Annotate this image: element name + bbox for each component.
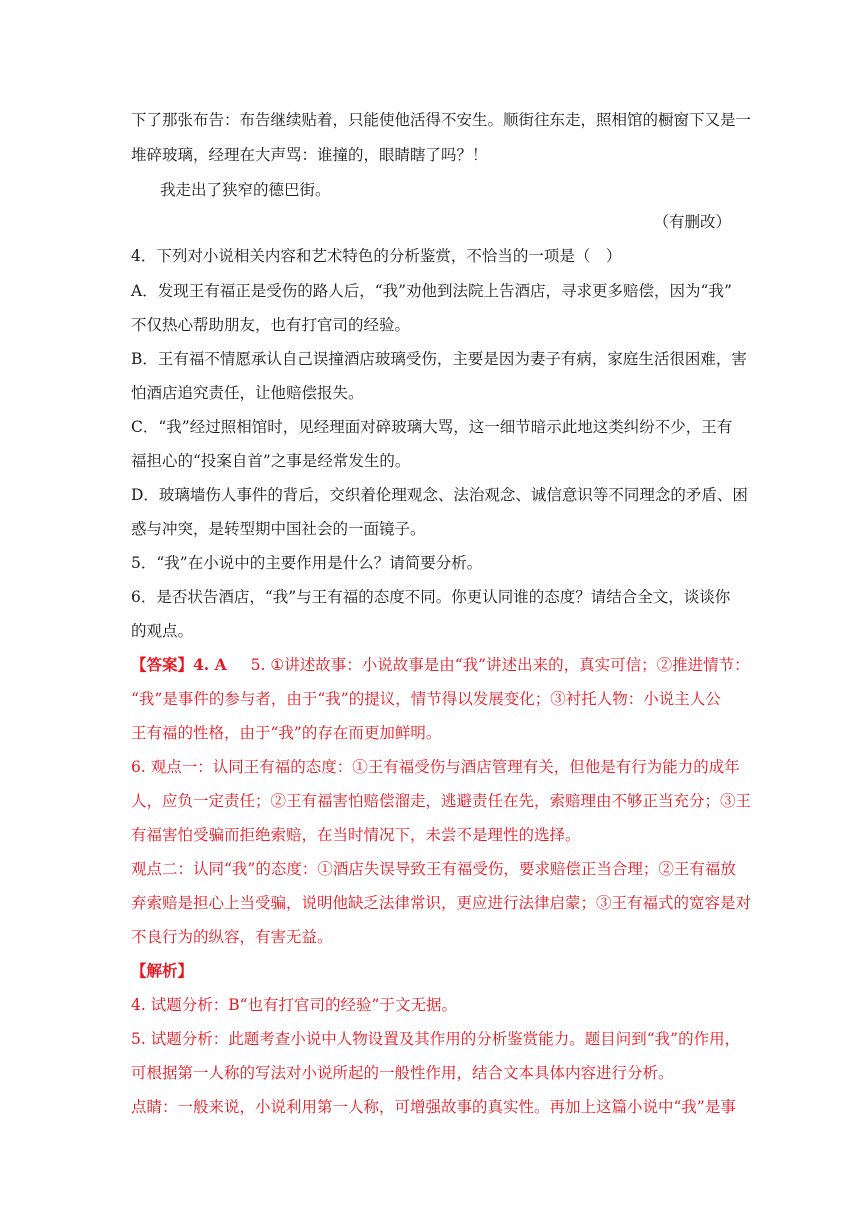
answer-q5-line-3: 王有福的性格，由于“我”的存在而更加鲜明。 xyxy=(131,724,442,742)
analysis-line-1: 4. 试题分析：B“也有打官司的经验”于文无据。 xyxy=(131,996,457,1014)
option-d-line-1: D．玻璃墙伤人事件的背后，交织着伦理观念、法治观念、诚信意识等不同理念的矛盾、困 xyxy=(131,486,748,504)
answer-q5-line-2: “我”是事件的参与者，由于“我”的提议，情节得以发展变化；③衬托人物：小说主人公 xyxy=(131,690,721,708)
question-5: 5．“我”在小说中的主要作用是什么？请简要分析。 xyxy=(131,554,483,572)
answer-line-1 xyxy=(131,655,750,675)
option-c-line-2: 福担心的“投案自首”之事是经常发生的。 xyxy=(131,452,411,470)
analysis-line-3: 可根据第一人称的写法对小说所起的一般性作用，结合文本具体内容进行分析。 xyxy=(131,1064,674,1082)
story-line-3: 我走出了狭窄的德巴街。 xyxy=(160,181,331,199)
answer-q6-line-1: 6. 观点一：认同王有福的态度：①王有福受伤与酒店管理有关，但他是有行为能力的成年 xyxy=(131,758,740,776)
answer-q6-line-6: 不良行为的纵容，有害无益。 xyxy=(131,928,333,946)
answer-q6-line-3: 有福害怕受骗而拒绝索赔，在当时情况下，未尝不是理性的选择。 xyxy=(131,826,581,844)
option-c-line-1: C．“我”经过照相馆时，见经理面对碎玻璃大骂，这一细节暗示此地这类纠纷不少，王有 xyxy=(131,418,733,436)
answer-label: 【答案】 xyxy=(131,655,194,674)
question-6-line-2: 的观点。 xyxy=(131,622,194,640)
option-d-line-2: 惑与冲突，是转型期中国社会的一面镜子。 xyxy=(131,520,426,538)
question-4: 4．下列对小说相关内容和艺术特色的分析鉴赏，不恰当的一项是（ ） xyxy=(131,247,622,265)
option-a-line-2: 不仅热心帮助朋友，也有打官司的经验。 xyxy=(131,316,411,334)
answer-q6-line-5: 弃索赔是担心上当受骗，说明他缺乏法律常识，更应进行法律启蒙；③王有福式的宽容是对 xyxy=(131,894,752,912)
analysis-line-2: 5. 试题分析：此题考查小说中人物设置及其作用的分析鉴赏能力。题目问到“我”的作用， xyxy=(131,1030,741,1048)
option-b-line-2: 怕酒店追究责任，让他赔偿报失。 xyxy=(131,384,364,402)
answer-q5-line-1: 5. ①讲述故事：小说故事是由“我”讲述出来的，真实可信；②推进情节： xyxy=(250,656,750,674)
answer-q4: 4. A xyxy=(193,655,227,674)
analysis-label: 【解析】 xyxy=(131,961,194,980)
option-a-line-1: A．发现王有福正是受伤的路人后，“我”劝他到法院上告酒店，寻求更多赔偿，因为“我” xyxy=(131,282,732,300)
analysis-line-4: 点睛：一般来说，小说利用第一人称，可增强故事的真实性。再加上这篇小说中“我”是事 xyxy=(131,1098,736,1116)
source-note: （有删改） xyxy=(653,213,731,231)
answer-q6-line-4: 观点二：认同“我”的态度：①酒店失误导致王有福受伤，要求赔偿正当合理；②王有福放 xyxy=(131,860,736,878)
story-line-1: 下了那张布告：布告继续贴着，只能使他活得不安生。顺街往东走，照相馆的橱窗下又是一 xyxy=(131,111,752,129)
option-b-line-1: B．王有福不情愿承认自己误撞酒店玻璃受伤，主要是因为妻子有病，家庭生活很困难，害 xyxy=(131,350,747,368)
story-line-2: 堆碎玻璃，经理在大声骂：谁撞的，眼睛瞎了吗？！ xyxy=(131,146,488,164)
question-6-line-1: 6．是否状告酒店，“我”与王有福的态度不同。你更认同谁的态度？请结合全文，谈谈你 xyxy=(131,588,731,606)
answer-q6-line-2: 人，应负一定责任；②王有福害怕赔偿溜走，逃避责任在先，索赔理由不够正当充分；③王 xyxy=(131,792,752,810)
